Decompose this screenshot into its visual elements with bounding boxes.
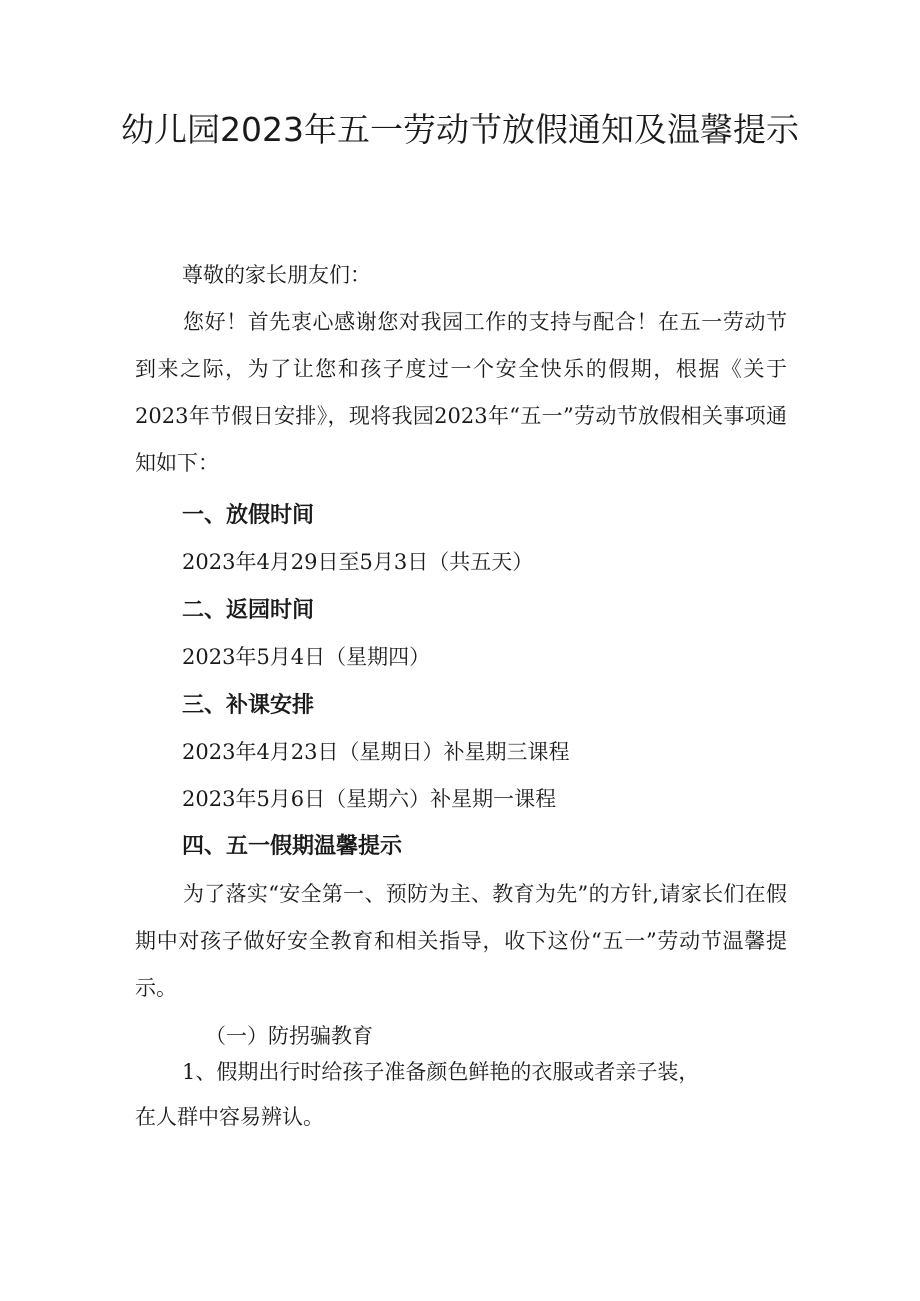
- makeup-class-line-2: 2023年5月6日（星期六）补星期一课程: [182, 787, 557, 811]
- section-heading-makeup-classes: 三、补课安排: [182, 693, 315, 718]
- tip-item-1-line-2: 在人群中容易辨认。: [135, 1105, 324, 1129]
- return-time-line: 2023年5月4日（星期四）: [182, 645, 431, 669]
- makeup-class-line-1: 2023年4月23日（星期日）补星期三课程: [182, 740, 570, 764]
- document-title: 幼儿园2023年五一劳动节放假通知及温馨提示: [121, 110, 799, 149]
- holiday-time-line: 2023年4月29日至5月3日（共五天）: [182, 550, 534, 574]
- subsection-heading: （一）防拐骗教育: [205, 1024, 373, 1048]
- tips-intro-paragraph: 为了落实“安全第一、预防为主、教育为先”的方针,请家长们在假期中对孩子做好安全教育和相关指导，收下这份“五一”劳动节温馨提示。: [135, 882, 787, 1000]
- intro-paragraph: 您好！首先衷心感谢您对我园工作的支持与配合！在五一劳动节到来之际，为了让您和孩子度过一个安全快乐的假期，根据《关于2023年节假日安排》，现将我园2023年“五一”劳动节放假相关事项通知如下：: [135, 310, 787, 475]
- section-heading-holiday-tips: 四、五一假期温馨提示: [182, 834, 403, 859]
- section-heading-return-time: 二、返园时间: [182, 598, 315, 623]
- tip-item-1-line-1: 1、假期出行时给孩子准备颜色鲜艳的衣服或者亲子装，: [182, 1060, 700, 1084]
- section-heading-holiday-time: 一、放假时间: [182, 503, 315, 528]
- salutation: 尊敬的家长朋友们：: [182, 263, 371, 287]
